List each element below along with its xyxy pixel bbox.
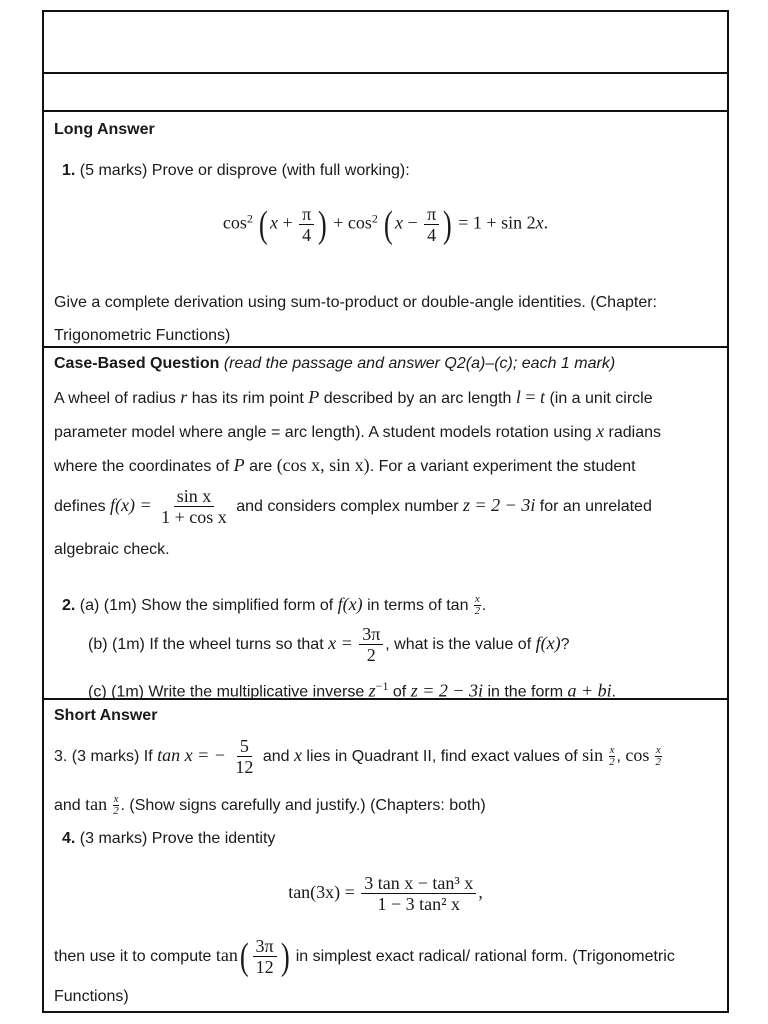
passage-line-5: algebraic check. xyxy=(54,541,170,558)
f-fraction: $\frac{\text{sin x}}{\text{1 + cos x}}$ xyxy=(161,486,227,528)
question-3-line-1: 3. (3 marks) If tan x = − $\frac{5}{12}$ and x lies in Quadrant II, find exact values of sin $\frac{x}{2}$ , cos $\frac{x}{2}$ xyxy=(54,736,662,778)
paren-close-b: ) xyxy=(443,203,452,246)
half-x-tan: $\frac{x}{2}$ xyxy=(113,793,119,818)
var-x-a: x xyxy=(270,212,279,233)
var-x-b: x xyxy=(395,212,403,233)
question-2b: (b) (1m) If the wheel turns so that x = $\frac{3\pi}{2}$ , what is the value of f(x)? xyxy=(88,624,570,666)
question-4-number: 4. xyxy=(62,830,76,847)
question-2a: 2. (a) (1m) Show the simplified form of f(x) in terms of tan $\frac{x}{2}$ . xyxy=(62,593,487,618)
case-based-note: (read the passage and answer Q2(a)–(c); each 1 mark) xyxy=(223,355,616,372)
identity-fraction: $\frac{\text{3 tan x − tan³ x}}{\text{1 − 3 tan² x}}$ xyxy=(361,873,476,914)
question-2-number: 2. xyxy=(62,597,76,614)
five-over-twelve: $\frac{5}{12}$ xyxy=(235,736,254,778)
paren-close-a: ) xyxy=(318,203,327,246)
x-over-2: $\frac{x}{2}$ xyxy=(474,593,481,618)
subheader-row-blank xyxy=(44,74,727,112)
question-2c: (c) (1m) Write the multiplicative inverse $z^{-1}$ of z = 2 − 3i in the form a + bi. xyxy=(88,679,617,701)
passage-line-2: parameter model where angle = arc length). A student models rotation using x radians xyxy=(54,421,662,441)
pi-over-4-b: $\frac{\pi}{4}$ xyxy=(424,204,439,245)
op-plus-a: + xyxy=(282,212,293,233)
paren-open-b: ( xyxy=(384,203,394,246)
rhs-end: . xyxy=(543,212,549,233)
question-1-intro xyxy=(62,159,721,183)
passage-line-1: A wheel of radius r has its rim point P described by an arc length l = t (in a unit circle xyxy=(54,387,653,407)
case-based-header xyxy=(54,352,721,376)
half-x-cos: $\frac{x}{2}$ xyxy=(655,744,662,769)
half-x-sin: $\frac{x}{2}$ xyxy=(609,744,615,769)
pi-over-4-a: $\frac{\pi}{4}$ xyxy=(299,204,314,245)
cos-func-a: cos xyxy=(222,212,247,233)
three-pi-over-twelve: $\frac{3\pi}{12}$ xyxy=(253,936,277,977)
square-sup-a: 2 xyxy=(246,211,253,226)
question-4-last-line: Functions) xyxy=(54,988,129,1005)
cos-func-b: cos xyxy=(347,212,372,233)
question-1-footer: Give a complete derivation using sum-to-product or double-angle identities. (Chapter: Trigonometric Functions) xyxy=(54,294,657,344)
passage-line-4: defines f(x) = $\frac{\text{sin x}}{\text{1 + cos x}}$ and considers complex number z = 2 − 3i for an unrelated xyxy=(54,486,652,528)
op-minus-b: − xyxy=(407,212,418,233)
case-based-heading: Case-Based Question xyxy=(54,355,220,372)
short-answer-heading: Short Answer xyxy=(54,707,158,724)
question-3-line-2: and tan $\frac{x}{2}$ . (Show signs carefully and justify.) (Chapters: both) xyxy=(54,793,486,818)
square-sup-b: 2 xyxy=(371,211,378,226)
short-answer-section xyxy=(44,700,727,1015)
paren-open-a: ( xyxy=(259,203,269,246)
passage-line-3: where the coordinates of P are (cos x, sin x). For a variant experiment the student xyxy=(54,455,636,475)
rhs-expression: = 1 + sin 2 xyxy=(458,212,536,233)
question-1-number: 1. xyxy=(62,162,76,179)
case-based-section xyxy=(44,348,727,700)
rhs-var: x xyxy=(535,212,544,233)
question-4-compute: then use it to compute tan( $\frac{3\pi}{12}$ ) in simplest exact radical/ rational form. (Trigonometric xyxy=(54,935,675,978)
question-1-text: (5 marks) Prove or disprove (with full working): xyxy=(79,162,410,179)
header-row-blank xyxy=(44,12,727,74)
long-answer-section xyxy=(44,112,727,348)
question-4-intro: 4. (3 marks) Prove the identity xyxy=(62,830,276,847)
question-1-equation xyxy=(44,204,727,264)
long-answer-heading: Long Answer xyxy=(54,121,155,138)
op-plus-mid: + xyxy=(333,212,344,233)
worksheet xyxy=(42,10,729,1013)
three-pi-over-2: $\frac{3\pi}{2}$ xyxy=(359,624,383,665)
question-4-identity: tan(3x) = $\frac{\text{3 tan x − tan³ x}}{\text{1 − 3 tan² x}}$ , xyxy=(288,873,483,915)
